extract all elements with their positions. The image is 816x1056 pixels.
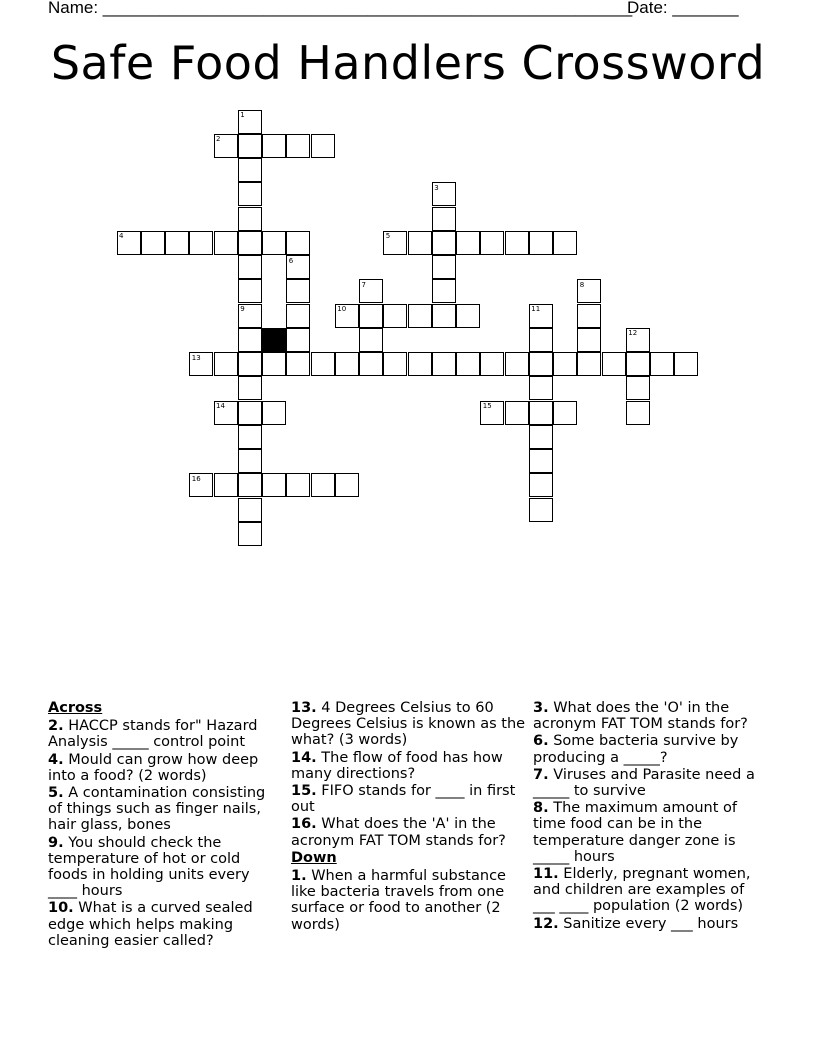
grid-cell[interactable]: [626, 376, 650, 400]
clue-down-8: 8. The maximum amount of time food can be in the temperature danger zone is _____ hours: [533, 800, 737, 865]
clue-across-5: 5. A contamination consisting of things such as finger nails, hair glass, bones: [48, 785, 266, 834]
grid-cell[interactable]: [286, 279, 310, 303]
grid-cell[interactable]: [262, 473, 286, 497]
clue-across-15: 15. FIFO stands for ____ in first out: [291, 783, 516, 816]
grid-cell[interactable]: [214, 473, 238, 497]
grid-cell[interactable]: [408, 304, 432, 328]
grid-cell[interactable]: [335, 352, 359, 376]
grid-cell[interactable]: [262, 231, 286, 255]
grid-cell[interactable]: [238, 522, 262, 546]
grid-cell[interactable]: [577, 328, 601, 352]
grid-cell[interactable]: [432, 352, 456, 376]
grid-cell-black: [262, 328, 286, 352]
grid-cell[interactable]: [238, 134, 262, 158]
grid-cell[interactable]: [214, 352, 238, 376]
grid-cell[interactable]: [432, 255, 456, 279]
clue-number-12: 12: [628, 329, 638, 338]
clue-number-13: 13: [191, 353, 201, 362]
grid-cell[interactable]: [383, 304, 407, 328]
grid-cell[interactable]: [262, 352, 286, 376]
grid-cell[interactable]: [262, 401, 286, 425]
grid-cell[interactable]: [383, 352, 407, 376]
grid-cell[interactable]: [238, 498, 262, 522]
clue-across-14: 14. The flow of food has how many directions?: [291, 749, 503, 782]
clue-down-3: 3. What does the 'O' in the acronym FAT TOM stands for?: [533, 700, 748, 733]
grid-cell[interactable]: [238, 231, 262, 255]
grid-cell[interactable]: [650, 352, 674, 376]
clue-number-14: 14: [216, 402, 225, 410]
clue-number-2: 2: [216, 135, 221, 144]
grid-cell[interactable]: [553, 231, 577, 255]
grid-cell[interactable]: [238, 255, 262, 279]
grid-cell[interactable]: [626, 352, 650, 376]
clue-across-2: 2. HACCP stands for" Hazard Analysis _____ control point: [48, 718, 258, 751]
grid-cell[interactable]: [529, 352, 553, 376]
grid-cell[interactable]: [529, 376, 553, 400]
clues-column-1: [48, 700, 280, 950]
down-heading: Down: [291, 849, 337, 866]
grid-cell[interactable]: [311, 473, 335, 497]
across-heading: Across: [48, 700, 103, 716]
clue-number-4: 4: [119, 232, 124, 241]
grid-cell[interactable]: [626, 401, 650, 425]
grid-cell[interactable]: [432, 304, 456, 328]
grid-cell[interactable]: [529, 473, 553, 497]
grid-cell[interactable]: [456, 352, 480, 376]
clue-number-1: 1: [240, 111, 245, 119]
grid-cell[interactable]: [480, 231, 504, 255]
clue-down-6: 6. Some bacteria survive by producing a _____?: [533, 733, 739, 766]
grid-cell[interactable]: [408, 352, 432, 376]
clue-number-5: 5: [385, 232, 391, 241]
clue-down-12: 12. Sanitize every ___ hours: [533, 915, 739, 932]
grid-cell[interactable]: [238, 352, 262, 376]
grid-cell[interactable]: [238, 158, 262, 182]
grid-cell[interactable]: [505, 231, 529, 255]
date-field-label: Date: _______: [627, 0, 739, 17]
clue-across-13: 13. 4 Degrees Celsius to 60 Degrees Celsius is known as the what? (3 words): [291, 700, 526, 749]
clues-column-3: [533, 700, 769, 933]
grid-cell[interactable]: [262, 134, 286, 158]
grid-cell[interactable]: [335, 473, 359, 497]
grid-cell[interactable]: [286, 304, 310, 328]
grid-cell[interactable]: [553, 352, 577, 376]
grid-cell[interactable]: [432, 279, 456, 303]
clue-number-8: 8: [579, 280, 585, 289]
clue-down-1: 1. When a harmful substance like bacteria travels from one surface or food to another (2 words): [291, 868, 506, 933]
grid-cell[interactable]: [286, 352, 310, 376]
clue-number-10: 10: [337, 305, 347, 313]
grid-cell[interactable]: [238, 182, 262, 206]
grid-cell[interactable]: [286, 134, 310, 158]
grid-cell[interactable]: [286, 328, 310, 352]
clue-number-9: 9: [240, 305, 245, 313]
grid-cell[interactable]: [432, 231, 456, 255]
grid-cell[interactable]: [408, 231, 432, 255]
grid-cell[interactable]: [238, 279, 262, 303]
clue-across-16: 16. What does the 'A' in the acronym FAT TOM stands for?: [291, 816, 506, 849]
grid-cell[interactable]: [505, 401, 529, 425]
grid-cell[interactable]: [359, 328, 383, 352]
clue-number-16: 16: [191, 474, 201, 483]
grid-cell[interactable]: [529, 231, 553, 255]
clue-across-4: 4. Mould can grow how deep into a food? (2 words): [48, 751, 259, 784]
grid-cell[interactable]: [674, 352, 698, 376]
page-title: Safe Food Handlers Crossword: [50, 36, 766, 90]
grid-cell[interactable]: [165, 231, 189, 255]
clue-down-7: 7. Viruses and Parasite need a _____ to survive: [533, 766, 755, 800]
clue-number-7: 7: [361, 280, 366, 289]
clue-number-11: 11: [531, 305, 541, 313]
grid-cell[interactable]: [529, 425, 553, 449]
grid-cell[interactable]: [238, 207, 262, 231]
grid-cell[interactable]: [141, 231, 165, 255]
grid-cell[interactable]: [238, 473, 262, 497]
grid-cell[interactable]: [480, 352, 504, 376]
clue-number-3: 3: [434, 183, 439, 192]
grid-cell[interactable]: [529, 328, 553, 352]
grid-cell[interactable]: [602, 352, 626, 376]
clue-across-10: 10. What is a curved sealed edge which helps making cleaning easier called?: [48, 900, 253, 949]
grid-cell[interactable]: [529, 449, 553, 473]
clues-column-2: [291, 700, 527, 934]
grid-cell[interactable]: [577, 304, 601, 328]
grid-cell[interactable]: [238, 449, 262, 473]
grid-cell[interactable]: [505, 352, 529, 376]
grid-cell[interactable]: [238, 328, 262, 352]
grid-cell[interactable]: [529, 401, 553, 425]
clue-number-15: 15: [482, 402, 492, 410]
grid-cell[interactable]: [286, 231, 310, 255]
grid-cell[interactable]: [359, 304, 383, 328]
grid-cell[interactable]: [189, 231, 213, 255]
grid-cell[interactable]: [286, 473, 310, 497]
grid-cell[interactable]: [359, 352, 383, 376]
grid-cell[interactable]: [553, 401, 577, 425]
clue-number-6: 6: [288, 256, 294, 265]
grid-cell[interactable]: [529, 498, 553, 522]
grid-cell[interactable]: [432, 207, 456, 231]
name-field-label: Name: ________________________________________________________: [48, 0, 633, 17]
grid-cell[interactable]: [456, 231, 480, 255]
clue-across-9: 9. You should check the temperature of hot or cold foods in holding units every ____ hours: [48, 834, 250, 900]
clue-down-11: 11. Elderly, pregnant women, and children are examples of ___ ____ population (2 words): [533, 866, 751, 915]
grid-cell[interactable]: [214, 231, 238, 255]
grid-cell[interactable]: [311, 134, 335, 158]
grid-cell[interactable]: [577, 352, 601, 376]
grid-cell[interactable]: [456, 304, 480, 328]
grid-cell[interactable]: [238, 401, 262, 425]
grid-cell[interactable]: [311, 352, 335, 376]
grid-cell[interactable]: [238, 425, 262, 449]
grid-cell[interactable]: [238, 376, 262, 400]
